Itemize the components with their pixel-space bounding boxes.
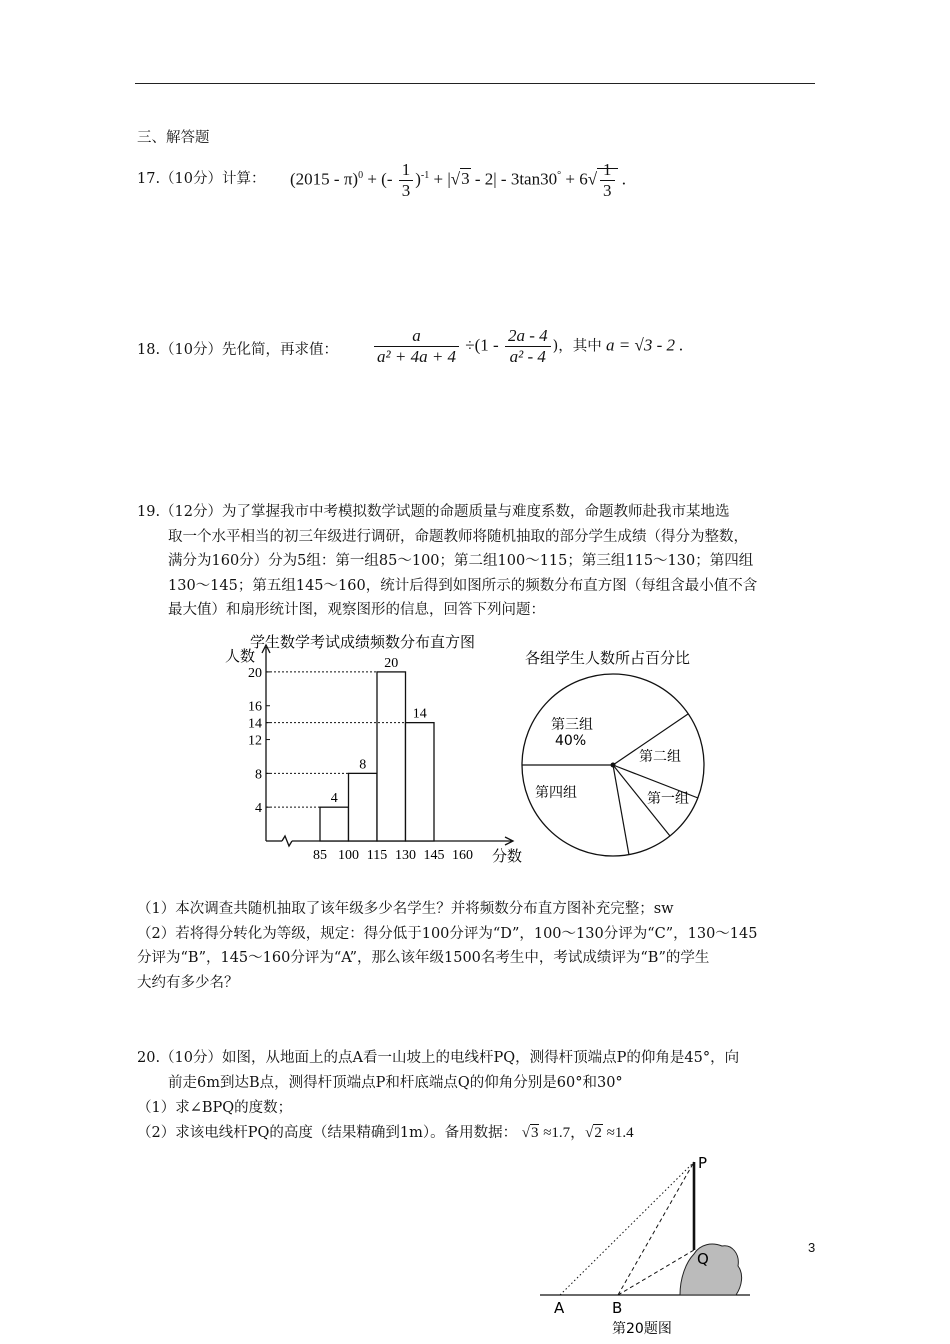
q17-expression: (2015 - π)$^0$ + (- $\frac{1}{3}$ )$^{-1}$ + |√3 - 2| - 3tan30° + 6√ $\frac{1}{3}$ .: [290, 160, 627, 200]
bar-label: 4: [330, 791, 338, 807]
pie-label-group3: 第三组: [551, 717, 593, 733]
y-tick-label: 20: [248, 665, 262, 681]
pie-label-group1: 第一组: [647, 791, 689, 807]
x-axis-break: [282, 836, 292, 846]
pie-divider-bottom: [613, 765, 629, 855]
y-tick-label: 12: [248, 733, 262, 749]
histogram-bars: [266, 656, 434, 841]
q19-line-4: 130～145；第五组145～160，统计后得到如图所示的频数分布直方图（每组含最小值不含: [168, 578, 758, 594]
q19-line-2: 取一个水平相当的初三年级进行调研，命题教师将随机抽取的部分学生成绩（得分为整数，: [168, 529, 748, 545]
q18-label: 18.（10分）先化简，再求值：: [137, 342, 339, 358]
label-a: A: [554, 1299, 565, 1317]
histogram-bar: [320, 807, 349, 841]
x-tick-label: 115: [366, 848, 388, 863]
section-title: 三、解答题: [137, 130, 210, 146]
pie-center: [611, 763, 616, 768]
q20-figure: [540, 1150, 760, 1344]
label-q: Q: [697, 1250, 709, 1268]
histogram-title: 学生数学考试成绩频数分布直方图: [250, 633, 476, 651]
x-tick-label: 160: [452, 848, 473, 863]
pie-label-group4: 第四组: [535, 785, 577, 801]
q19-line-3: 满分为160分）分为5组：第一组85～100；第二组100～115；第三组115～130；第四组: [168, 553, 754, 569]
histogram-xlabel: 分数: [492, 847, 523, 865]
q20-sub2: （2）求该电线杆PQ的高度（结果精确到1m）。备用数据： √3 ≈1.7，√2 ≈1.4: [137, 1125, 634, 1141]
histogram-bar: [377, 672, 406, 841]
label-p: P: [698, 1154, 708, 1172]
x-tick-label: 130: [395, 848, 416, 863]
q19-sub2-line-2: 分评为“B”，145～160分评为“A”，那么该年级1500名考生中，考试成绩评为“B”的学生: [137, 950, 710, 966]
y-tick-label: 4: [255, 801, 262, 817]
q20-sub1: （1）求∠BPQ的度数；: [137, 1100, 293, 1116]
hill-shape: [680, 1244, 742, 1295]
histogram-bar: [349, 773, 378, 841]
q19-sub2-line-1: （2）若将得分转化为等级，规定：得分低于100分评为“D”，100～130分评为“C”，130～145: [137, 926, 758, 942]
label-b: B: [612, 1299, 623, 1317]
pie-chart: [515, 645, 725, 860]
header-rule: [135, 83, 815, 84]
q19-sub1: （1）本次调查共随机抽取了该年级多少名学生？并将频数分布直方图补充完整；sw: [137, 901, 674, 917]
line-ap: [560, 1162, 694, 1295]
bar-label: 14: [412, 706, 427, 722]
q18-expression: $\frac{a}{\text{a² + 4a + 4}}$ ÷(1 - $\frac{2a - 4}{\text{a² - 4}}$ )，其中 a = √3 - 2 .: [372, 326, 684, 367]
x-tick-label: 85: [313, 848, 327, 863]
bar-label: 20: [384, 655, 399, 671]
y-tick-label: 16: [248, 699, 262, 715]
q20-line-2: 前走6m到达B点，测得杆顶端点P和杆底端点Q的仰角分别是60°和30°: [168, 1075, 623, 1091]
histogram-chart: [220, 625, 530, 870]
page-number: 3: [808, 1240, 816, 1255]
y-tick-label: 8: [255, 767, 262, 783]
histogram-ylabel: 人数: [225, 647, 256, 665]
q17-label: 17.（10分）计算：: [137, 171, 266, 187]
x-tick-label: 100: [338, 848, 359, 863]
pie-label-group2: 第二组: [639, 749, 681, 765]
x-tick-label: 145: [423, 848, 445, 863]
histogram-bar: [406, 723, 435, 841]
y-tick-label: 14: [248, 716, 262, 732]
q20-line-1: 20.（10分）如图，从地面上的点A看一山坡上的电线杆PQ，测得杆顶端点P的仰角是45°，向: [137, 1050, 740, 1066]
figure-caption: 第20题图: [612, 1321, 672, 1337]
q19-line-5: 最大值）和扇形统计图，观察图形的信息，回答下列问题：: [168, 602, 545, 618]
q19-sub2-line-3: 大约有多少名？: [137, 975, 239, 991]
pie-label-percent: 40%: [555, 733, 587, 749]
q19-line-1: 19.（12分）为了掌握我市中考模拟数学试题的命题质量与难度系数，命题教师赴我市某地选: [137, 504, 730, 520]
bar-label: 8: [359, 757, 367, 773]
pie-title: 各组学生人数所占百分比: [525, 649, 691, 667]
